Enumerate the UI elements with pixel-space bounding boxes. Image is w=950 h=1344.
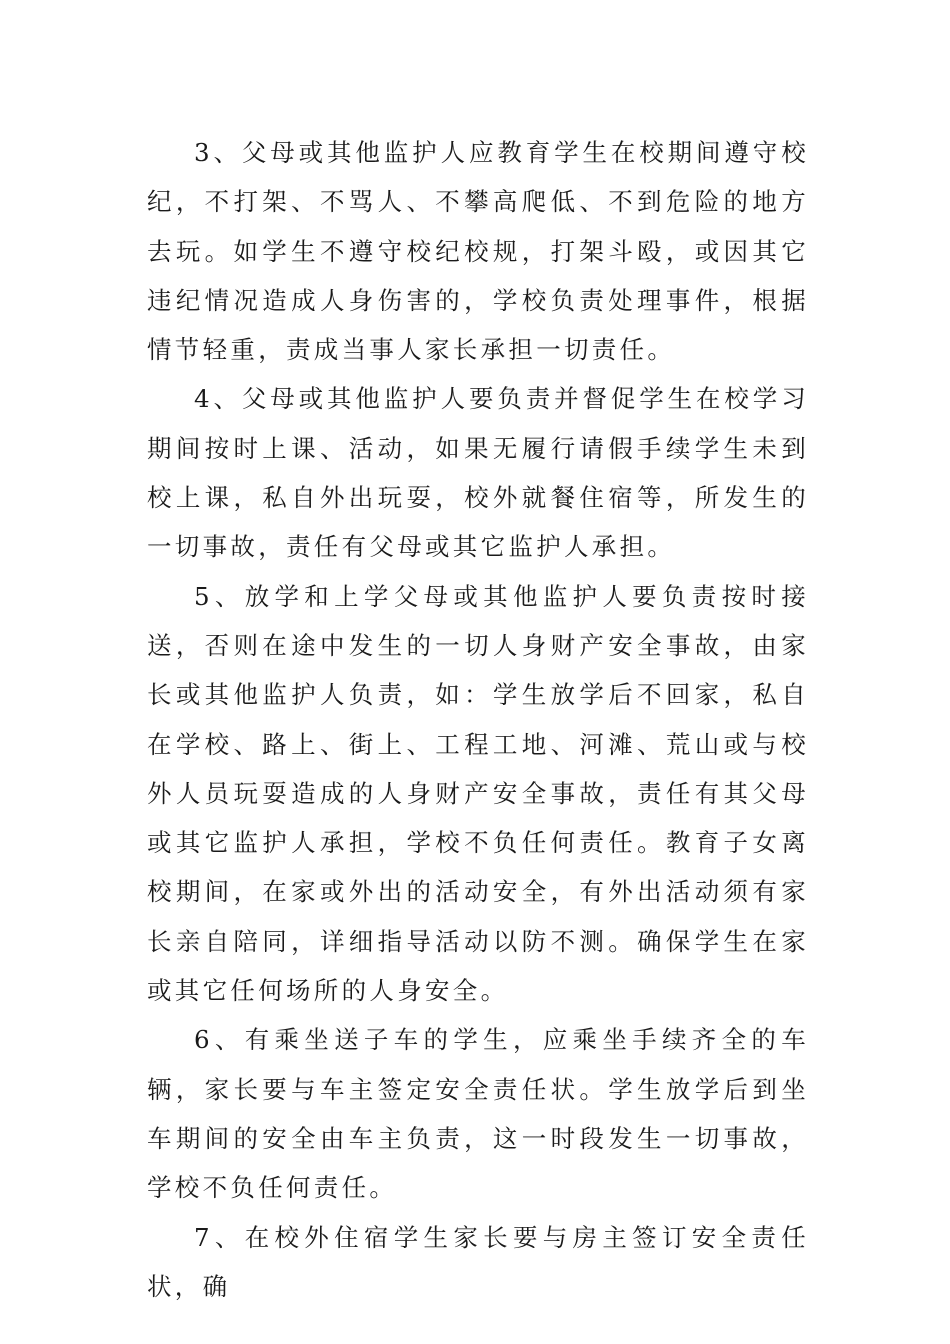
paragraph-5: 5、放学和上学父母或其他监护人要负责按时接送，否则在途中发生的一切人身财产安全事故，由家长或其他监护人负责，如：学生放学后不回家，私自在学校、路上、街上、工程工地、河滩、荒山或与校外人员玩耍造成的人身财产安全事故，责任有其父母或其它监护人承担，学校不负任何责任。教育子女离校期间，在家或外出的活动安全，有外出活动须有家长亲自陪同，详细指导活动以防不测。确保学生在家或其它任何场所的人身安全。 (147, 581, 809, 1006)
paragraph-7: 7、在校外住宿学生家长要与房主签订安全责任状，确 (147, 1222, 809, 1301)
paragraph-4: 4、父母或其他监护人要负责并督促学生在校学习期间按时上课、活动，如果无履行请假手续学生未到校上课，私自外出玩耍，校外就餐住宿等，所发生的一切事故，责任有父母或其它监护人承担。 (147, 384, 809, 562)
document-body (147, 128, 809, 1311)
paragraph-6: 6、有乘坐送子车的学生，应乘坐手续齐全的车辆，家长要与车主签定安全责任状。学生放学后到坐车期间的安全由车主负责，这一时段发生一切事故，学校不负任何责任。 (147, 1025, 809, 1203)
paragraph-3: 3、父母或其他监护人应教育学生在校期间遵守校纪，不打架、不骂人、不攀高爬低、不到危险的地方去玩。如学生不遵守校纪校规，打架斗殴，或因其它违纪情况造成人身伤害的，学校负责处理事件，根据情节轻重，责成当事人家长承担一切责任。 (147, 138, 809, 365)
